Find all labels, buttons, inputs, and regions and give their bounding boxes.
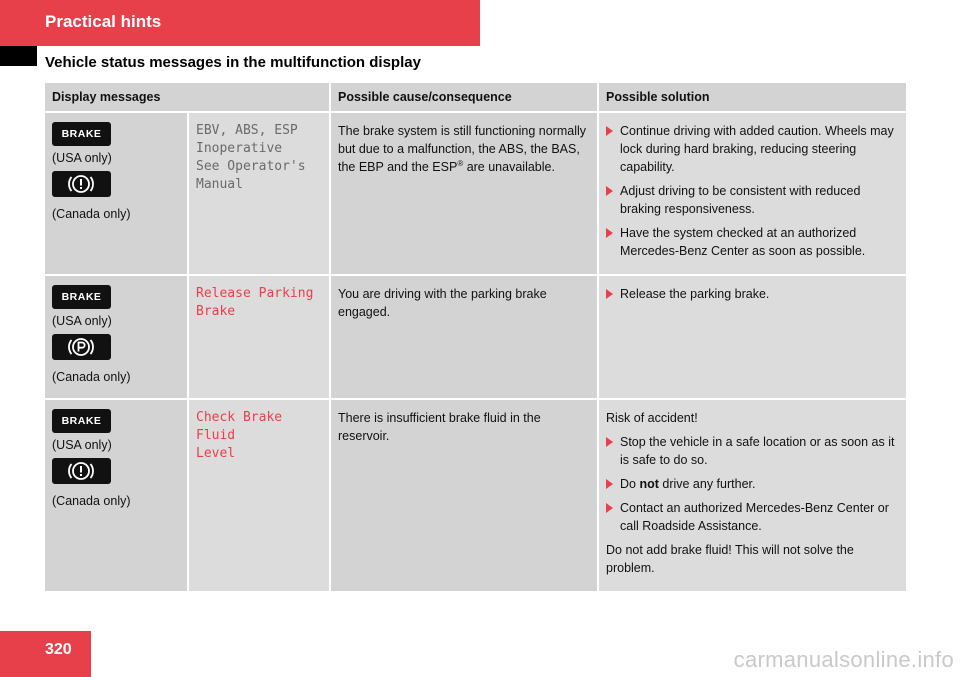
solution-text-end: drive any further. bbox=[658, 477, 756, 491]
display-message-cell bbox=[187, 400, 329, 593]
section-tab-marker bbox=[0, 46, 37, 66]
solution-text: Release the parking brake. bbox=[620, 287, 770, 301]
display-message-text: Check Brake Fluid Level bbox=[196, 410, 283, 461]
parking-brake-icon bbox=[52, 334, 111, 360]
indicator-cell bbox=[45, 276, 187, 400]
arrow-bullet-icon bbox=[606, 228, 613, 238]
arrow-bullet-icon bbox=[606, 289, 613, 299]
arrow-bullet-icon bbox=[606, 479, 613, 489]
display-message-text: Release Parking Brake bbox=[196, 286, 314, 319]
watermark: carmanualsonline.info bbox=[733, 647, 954, 672]
canada-only-label: (Canada only) bbox=[52, 494, 131, 508]
solution-item bbox=[606, 433, 899, 469]
arrow-bullet-icon bbox=[606, 503, 613, 513]
column-header-cause: Possible cause/consequence bbox=[329, 83, 597, 113]
indicator-cell bbox=[45, 113, 187, 276]
column-header-display-messages: Display messages bbox=[45, 83, 329, 113]
solution-intro: Risk of accident! bbox=[606, 411, 698, 425]
canada-only-label: (Canada only) bbox=[52, 207, 131, 221]
cause-cell bbox=[329, 276, 597, 400]
display-message-text: EBV, ABS, ESP Inoperative See Operator's Manual bbox=[196, 123, 306, 192]
solution-note: Do not add brake fluid! This will not solve the problem. bbox=[606, 543, 854, 575]
column-header-solution: Possible solution bbox=[597, 83, 906, 113]
status-messages-table bbox=[45, 83, 906, 593]
arrow-bullet-icon bbox=[606, 186, 613, 196]
solution-text: Continue driving with added caution. Wheels may lock during hard braking, reducing steering capability. bbox=[620, 124, 894, 174]
arrow-bullet-icon bbox=[606, 437, 613, 447]
solution-text-start: Do bbox=[620, 477, 640, 491]
solution-text: Contact an authorized Mercedes-Benz Center or call Roadside Assistance. bbox=[620, 501, 889, 533]
brake-warning-icon: BRAKE bbox=[52, 285, 111, 309]
exclamation-circle-icon bbox=[52, 458, 111, 484]
solution-item bbox=[606, 122, 899, 176]
solution-cell bbox=[597, 113, 906, 276]
solution-item bbox=[606, 499, 899, 535]
solution-text: Adjust driving to be consistent with reduced braking responsiveness. bbox=[620, 184, 861, 216]
page-number: 320 bbox=[45, 641, 72, 658]
display-message-cell bbox=[187, 276, 329, 400]
table-header-row bbox=[45, 83, 906, 113]
section-title: Practical hints bbox=[45, 12, 162, 31]
solution-text: Have the system checked at an authorized Mercedes-Benz Center as soon as possible. bbox=[620, 226, 866, 258]
solution-emphasis: not bbox=[639, 477, 659, 491]
cause-text: The brake system is still functioning normally but due to a malfunction, the ABS, the BAS, the EBP and the ESP bbox=[338, 124, 587, 174]
brake-warning-icon: BRAKE bbox=[52, 409, 111, 433]
table-row bbox=[45, 113, 906, 276]
brake-warning-icon: BRAKE bbox=[52, 122, 111, 146]
solution-item bbox=[606, 224, 899, 260]
usa-only-label: (USA only) bbox=[52, 151, 112, 165]
solution-item bbox=[606, 182, 899, 218]
solution-text: Stop the vehicle in a safe location or as soon as it is safe to do so. bbox=[620, 435, 895, 467]
table-row bbox=[45, 400, 906, 593]
solution-cell bbox=[597, 276, 906, 400]
canada-only-label: (Canada only) bbox=[52, 370, 131, 384]
exclamation-circle-icon bbox=[52, 171, 111, 197]
solution-text bbox=[620, 477, 755, 491]
usa-only-label: (USA only) bbox=[52, 314, 112, 328]
cause-cell bbox=[329, 400, 597, 593]
solution-item bbox=[606, 285, 899, 303]
cause-text-end: are unavailable. bbox=[463, 160, 555, 174]
registered-mark: ® bbox=[457, 158, 464, 168]
display-message-cell bbox=[187, 113, 329, 276]
usa-only-label: (USA only) bbox=[52, 438, 112, 452]
solution-item bbox=[606, 475, 899, 493]
page-subtitle: Vehicle status messages in the multifunction display bbox=[45, 54, 421, 71]
table-row bbox=[45, 276, 906, 400]
solution-cell bbox=[597, 400, 906, 593]
cause-cell bbox=[329, 113, 597, 276]
status-messages-table-container bbox=[45, 83, 906, 593]
cause-text: There is insufficient brake fluid in the reservoir. bbox=[338, 411, 541, 443]
arrow-bullet-icon bbox=[606, 126, 613, 136]
indicator-cell bbox=[45, 400, 187, 593]
cause-text: You are driving with the parking brake engaged. bbox=[338, 287, 547, 319]
